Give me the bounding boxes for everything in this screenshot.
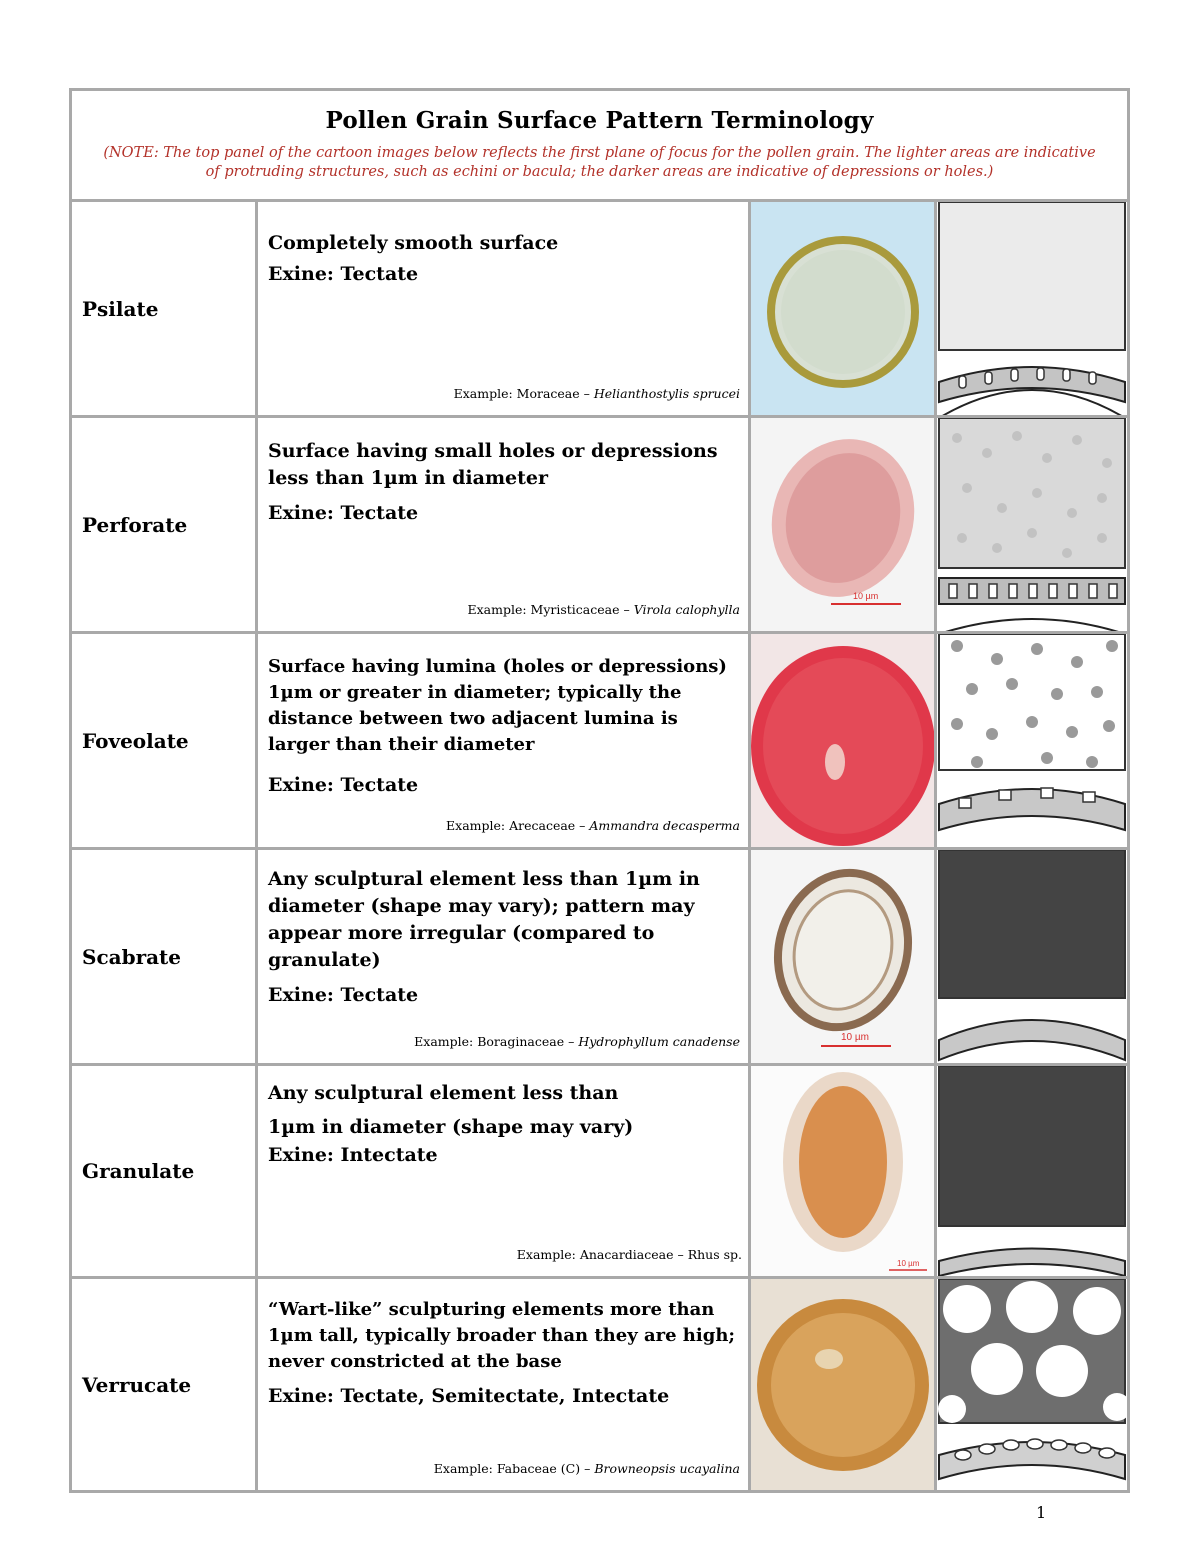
example-caption: Example: Boraginaceae – Hydrophyllum canadense — [414, 1034, 740, 1049]
term-label: Psilate — [72, 202, 258, 415]
term-label: Perforate — [72, 418, 258, 631]
definition-text: “Wart-like” sculpturing elements more than 1µm tall, typically broader than they are high; never constricted at the base — [268, 1299, 736, 1372]
example-caption: Example: Fabaceae (C) – Browneopsis ucayalina — [433, 1461, 740, 1476]
table-row-psilate — [72, 202, 1127, 418]
micrograph-image — [751, 202, 937, 415]
header-note: (NOTE: The top panel of the cartoon images below reflects the first plane of focus for the pollen grain. The lighter areas are indicative of protruding structures, such as echini or bacula; the darker areas are indicative of depressions or holes.) — [103, 145, 1096, 180]
exine-text: Exine: Intectate — [268, 1144, 438, 1166]
surface-cartoon — [937, 1066, 1127, 1276]
example-caption: Example: Anacardiaceae – Rhus sp. — [516, 1247, 742, 1262]
description-cell — [258, 850, 751, 1063]
example-caption: Example: Moraceae – Helianthostylis sprucei — [453, 386, 740, 401]
table-row-verrucate — [72, 1279, 1127, 1490]
term-label: Foveolate — [72, 634, 258, 847]
micrograph-image — [751, 418, 937, 631]
description-cell — [258, 202, 751, 415]
definition-text: Any sculptural element less than 1µm in diameter (shape may vary); pattern may appear more irregular (compared to granulate) — [268, 868, 700, 971]
definition-text: Completely smooth surface — [268, 232, 559, 254]
scale-bar-label: 10 µm — [897, 1259, 920, 1268]
definition-text: Surface having lumina (holes or depressions) 1µm or greater in diameter; typically the distance between two adjacent lumina is larger than their diameter — [268, 656, 727, 755]
surface-cartoon — [937, 1279, 1127, 1490]
description-cell — [258, 634, 751, 847]
micrograph-image — [751, 850, 937, 1063]
example-caption: Example: Myristicaceae – Virola calophylla — [467, 602, 740, 617]
exine-text: Exine: Tectate — [268, 263, 419, 285]
description-cell — [258, 418, 751, 631]
surface-cartoon — [937, 202, 1127, 415]
micrograph-image — [751, 1066, 937, 1276]
page-title: Pollen Grain Surface Pattern Terminology — [325, 107, 874, 134]
surface-cartoon — [937, 850, 1127, 1063]
description-cell — [258, 1279, 751, 1490]
exine-text: Exine: Tectate — [268, 984, 419, 1006]
definition-text: Surface having small holes or depressions less than 1µm in diameter — [268, 440, 718, 489]
table-header — [72, 91, 1127, 202]
table-row-perforate — [72, 418, 1127, 634]
scale-bar-label: 10 µm — [853, 591, 879, 601]
term-label: Verrucate — [72, 1279, 258, 1490]
table-row-foveolate — [72, 634, 1127, 850]
definition-text: Any sculptural element less than 1µm in diameter (shape may vary) — [268, 1082, 634, 1138]
term-label: Granulate — [72, 1066, 258, 1276]
page-number: 1 — [1036, 1503, 1047, 1522]
scale-bar-label: 10 µm — [841, 1032, 869, 1043]
term-label: Scabrate — [72, 850, 258, 1063]
exine-text: Exine: Tectate, Semitectate, Intectate — [268, 1385, 670, 1407]
exine-text: Exine: Tectate — [268, 502, 419, 524]
terminology-table — [69, 88, 1130, 1493]
surface-cartoon — [937, 634, 1127, 847]
example-caption: Example: Arecaceae – Ammandra decasperma — [446, 818, 740, 833]
micrograph-image — [751, 1279, 937, 1490]
micrograph-image — [751, 634, 937, 847]
exine-text: Exine: Tectate — [268, 774, 419, 796]
table-row-granulate — [72, 1066, 1127, 1279]
surface-cartoon — [937, 418, 1127, 631]
description-cell — [258, 1066, 751, 1276]
table-row-scabrate — [72, 850, 1127, 1066]
